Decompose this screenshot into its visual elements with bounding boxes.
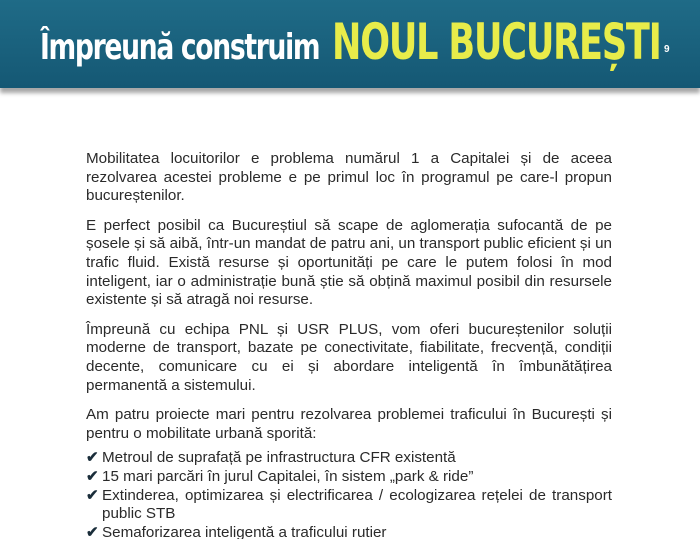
list-item bbox=[86, 468, 612, 487]
list-item-label: Semaforizarea inteligentă a traficului rutier bbox=[102, 523, 387, 539]
page-number: 9 bbox=[664, 44, 670, 55]
checkmark-icon: ✔ bbox=[86, 486, 99, 504]
checkmark-icon: ✔ bbox=[86, 467, 99, 485]
header-banner bbox=[0, 0, 700, 88]
paragraph: Am patru proiecte mari pentru rezolvarea problemei traficului în București și pentru o mobilitate urbană sporită: bbox=[86, 406, 612, 442]
paragraph: Mobilitatea locuitorilor e problema numărul 1 a Capitalei și de aceea rezolvarea acestei probleme e pe primul loc în programul pe care-l propun bucureștenilor. bbox=[86, 150, 612, 205]
paragraph: E perfect posibil ca Bucureștiul să scape de aglomerația sufocantă de pe șosele și să aibă, într-un mandat de patru ani, un transport public eficient și un trafic fluid. Există resurse și oportunități pe care le putem folosi în mod inteligent, iar o administrație bună știe să obțină maximul posibil din resursele existente și să atragă noi resurse. bbox=[86, 216, 612, 309]
page-title bbox=[40, 10, 700, 74]
project-list bbox=[86, 449, 612, 539]
list-item bbox=[86, 524, 612, 539]
list-item bbox=[86, 449, 612, 468]
body-content bbox=[86, 150, 612, 539]
list-item bbox=[86, 487, 612, 524]
list-item-label: 15 mari parcări în jurul Capitalei, în sistem „park & ride” bbox=[102, 467, 474, 485]
list-item-label: Metroul de suprafață pe infrastructura CFR existentă bbox=[102, 449, 456, 467]
checkmark-icon: ✔ bbox=[86, 523, 99, 539]
title-highlight: NOUL BUCUREȘTI bbox=[331, 13, 661, 71]
title-prefix: Împreună construim bbox=[40, 27, 320, 68]
paragraph: Împreună cu echipa PNL și USR PLUS, vom oferi bucureștenilor soluții moderne de transport, bazate pe conectivitate, fiabilitate, frecvență, condiții decente, comunicare cu ei și abordare inteligentă în îmbunătățirea permanentă a sistemului. bbox=[86, 320, 612, 394]
list-item-label: Extinderea, optimizarea și electrificarea / ecologizarea rețelei de transport public STB bbox=[102, 486, 612, 523]
checkmark-icon: ✔ bbox=[86, 449, 99, 467]
